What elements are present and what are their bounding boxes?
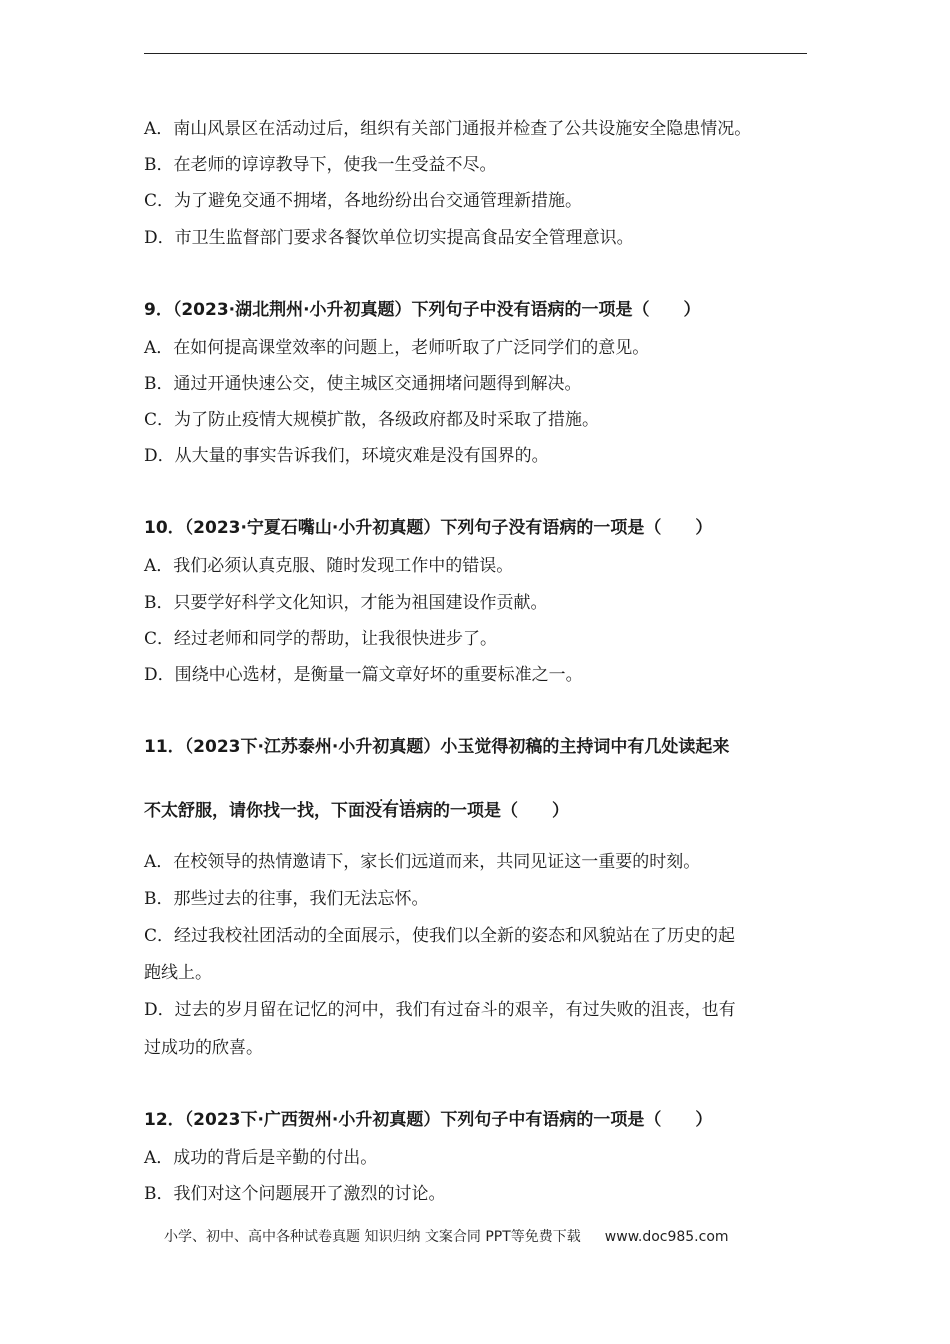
q8-option-a: A．南山风景区在活动过后，组织有关部门通报并检查了公共设施安全隐患情况。 — [144, 119, 752, 139]
q9-option-b: B．通过开通快速公交，使主城区交通拥堵问题得到解决。 — [144, 374, 582, 394]
q10-option-b: B．只要学好科学文化知识，才能为祖国建设作贡献。 — [144, 593, 548, 613]
q8-option-b: B．在老师的谆谆教导下，使我一生受益不尽。 — [144, 155, 497, 175]
q11-emphasis — [365, 793, 433, 822]
q9-title: 9．（2023·湖北荆州·小升初真题）下列句子中没有语病的一项是（ ） — [144, 300, 701, 320]
q12-option-a: A．成功的背后是辛勤的付出。 — [144, 1148, 378, 1168]
q11-title-line2 — [144, 793, 569, 822]
q8-option-d: D．市卫生监督部门要求各餐饮单位切实提高食品安全管理意识。 — [144, 228, 634, 248]
q11-emphasis-text: 没有语病 — [365, 801, 433, 821]
q11-option-d: D．过去的岁月留在记忆的河中，我们有过奋斗的艰辛，有过失败的沮丧，也有 — [144, 1000, 736, 1020]
q11-title-line1: 11．（2023下·江苏泰州·小升初真题）小玉觉得初稿的主持词中有几处读起来 — [144, 737, 730, 757]
q11-option-d-cont: 过成功的欣喜。 — [144, 1038, 263, 1058]
q8-option-c: C．为了避免交通不拥堵，各地纷纷出台交通管理新措施。 — [144, 191, 583, 211]
q11-title-post: 的一项是（ ） — [433, 801, 569, 821]
q11-option-a: A．在校领导的热情邀请下，家长们远道而来，共同见证这一重要的时刻。 — [144, 852, 701, 872]
q9-option-d: D．从大量的事实告诉我们，环境灾难是没有国界的。 — [144, 446, 549, 466]
q11-option-b: B．那些过去的往事，我们无法忘怀。 — [144, 889, 429, 909]
q11-option-c: C．经过我校社团活动的全面展示，使我们以全新的姿态和风貌站在了历史的起 — [144, 926, 736, 946]
q12-option-b: B．我们对这个问题展开了激烈的讨论。 — [144, 1184, 446, 1204]
q9-option-c: C．为了防止疫情大规模扩散，各级政府都及时采取了措施。 — [144, 410, 600, 430]
q10-option-a: A．我们必须认真克服、随时发现工作中的错误。 — [144, 556, 514, 576]
footer-site-link[interactable]: www.doc985.com — [604, 1229, 729, 1245]
q10-option-c: C．经过老师和同学的帮助，让我很快进步了。 — [144, 629, 498, 649]
q10-option-d: D．围绕中心选材，是衡量一篇文章好坏的重要标准之一。 — [144, 665, 583, 685]
header-rule — [144, 53, 807, 54]
q11-option-c-cont: 跑线上。 — [144, 963, 212, 983]
footer-text: 小学、初中、高中各种试卷真题 知识归纳 文案合同 PPT等免费下载 — [164, 1229, 581, 1245]
footer — [164, 1226, 729, 1246]
q11-title-pre: 不太舒服，请你找一找，下面 — [144, 801, 365, 821]
q9-option-a: A．在如何提高课堂效率的问题上，老师听取了广泛同学们的意见。 — [144, 338, 650, 358]
q12-title: 12．（2023下·广西贺州·小升初真题）下列句子中有语病的一项是（ ） — [144, 1110, 713, 1130]
emphasis-dots: .... — [379, 793, 419, 804]
q10-title: 10．（2023·宁夏石嘴山·小升初真题）下列句子没有语病的一项是（ ） — [144, 518, 713, 538]
